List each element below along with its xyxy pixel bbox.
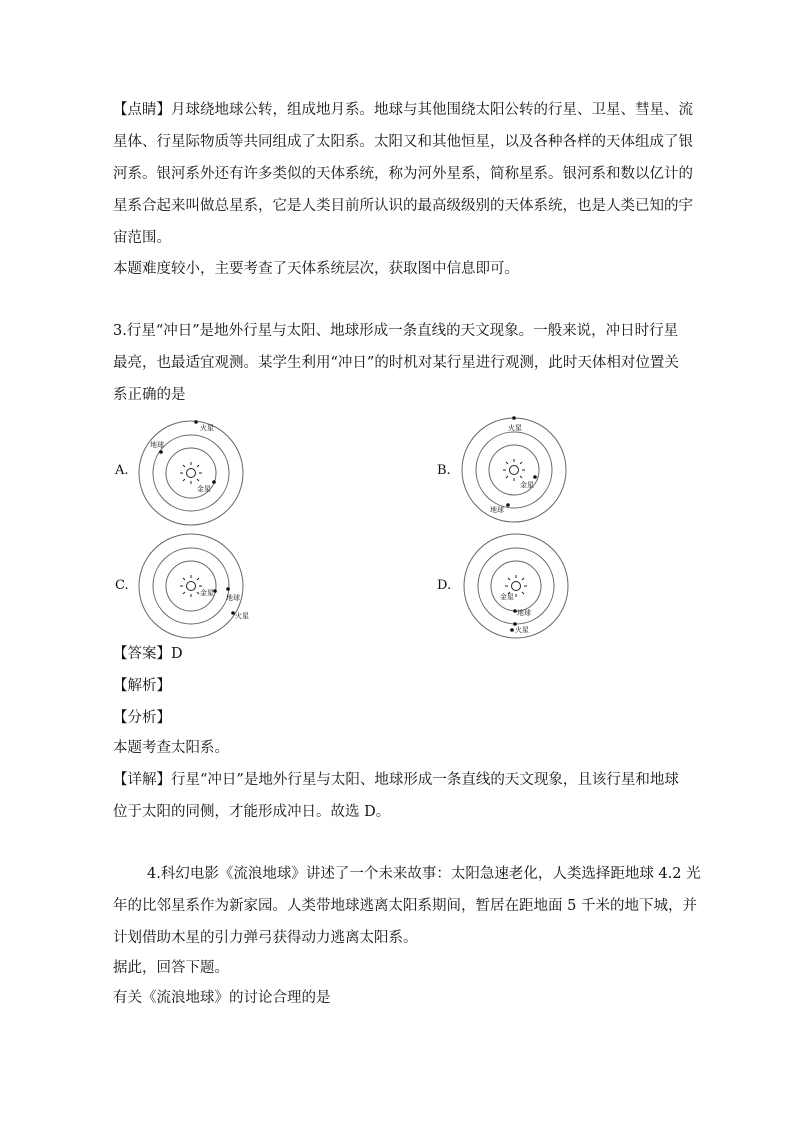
venus-dot — [533, 475, 537, 479]
venus-label: 金星 — [200, 589, 214, 597]
option-c-label: C. — [115, 578, 129, 593]
mars-dot — [194, 420, 198, 424]
note-line-1: 【点睛】月球绕地球公转，组成地月系。地球与其他围绕太阳公转的行星、卫星、彗星、流 — [113, 102, 693, 118]
analysis-heading: 【解析】 — [113, 678, 171, 694]
option-c-diagram — [138, 533, 254, 649]
mars-dot — [510, 628, 514, 632]
earth-dot — [159, 450, 163, 454]
question-4-line-3: 计划借助木星的引力弹弓获得动力逃离太阳系。 — [113, 930, 418, 946]
option-d-label: D. — [437, 578, 452, 593]
fenxi-heading: 【分析】 — [113, 710, 171, 726]
earth-label: 地球 — [226, 594, 240, 602]
earth-dot — [506, 503, 510, 507]
option-b-diagram — [460, 416, 570, 526]
note-line-4: 星系合起来叫做总星系，它是人类目前所认识的最高级级别的天体系统，也是人类已知的宇 — [113, 198, 693, 214]
note-summary: 本题难度较小，主要考查了天体系统层次，获取图中信息即可。 — [113, 261, 519, 277]
question-3-line-1: 3.行星“冲日”是地外行星与太阳、地球形成一条直线的天文现象。一般来说，冲日时行星 — [113, 323, 679, 339]
mars-label: 火星 — [515, 626, 529, 634]
earth-dot — [226, 587, 230, 591]
mars-dot — [512, 416, 516, 420]
sun-icon — [503, 459, 525, 481]
question-4-line-2: 年的比邻星系作为新家园。人类带地球逃离太阳系期间，暂居在距地面 5 千米的地下城，并 — [113, 898, 697, 914]
option-b-label: B. — [437, 463, 451, 478]
venus-label: 金星 — [520, 481, 534, 489]
detail-line-2: 位于太阳的同侧，才能形成冲日。故选 D。 — [113, 804, 391, 820]
option-a-label: A. — [115, 463, 129, 478]
sun-icon — [180, 575, 202, 597]
earth-label: 地球 — [490, 506, 504, 514]
option-d-diagram — [463, 533, 573, 643]
venus-label: 金星 — [500, 593, 514, 601]
earth-label: 地球 — [150, 441, 164, 449]
note-line-5: 宙范围。 — [113, 230, 171, 246]
question-4-prompt: 据此，回答下题。 — [113, 960, 229, 976]
mars-label: 火星 — [200, 424, 214, 432]
mars-label: 火星 — [235, 612, 249, 620]
question-4-sub: 有关《流浪地球》的讨论合理的是 — [113, 990, 331, 1006]
venus-label: 金星 — [197, 485, 211, 493]
note-line-2: 星体、行星际物质等共同组成了太阳系。太阳又和其他恒星，以及各种各样的天体组成了银 — [113, 134, 693, 150]
question-4-line-1: 4.科幻电影《流浪地球》讲述了一个未来故事：太阳急速老化，人类选择距地球 4.2 光 — [147, 866, 701, 882]
answer: 【答案】D — [113, 646, 183, 662]
sun-icon — [180, 462, 202, 484]
fenxi-text: 本题考查太阳系。 — [113, 740, 229, 756]
question-3-line-2: 最亮，也最适宜观测。某学生利用“冲日”的时机对某行星进行观测，此时天体相对位置关 — [113, 355, 679, 371]
venus-dot — [212, 480, 216, 484]
note-line-3: 河系。银河系外还有许多类似的天体系统，称为河外星系，简称星系。银河系和数以亿计的 — [113, 166, 693, 182]
mars-label: 火星 — [508, 424, 522, 432]
earth-label: 地球 — [517, 609, 531, 617]
question-3-line-3: 系正确的是 — [113, 387, 186, 403]
option-a-diagram — [138, 420, 248, 530]
detail-line-1: 【详解】行星“冲日”是地外行星与太阳、地球形成一条直线的天文现象，且该行星和地球 — [113, 772, 679, 788]
